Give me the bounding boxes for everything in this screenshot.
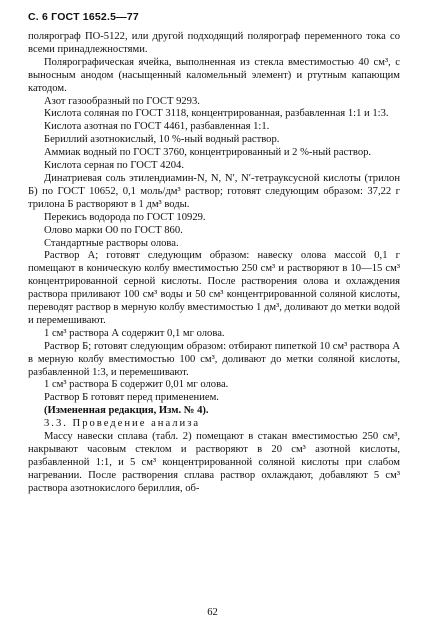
- paragraph: Азот газообразный по ГОСТ 9293.: [44, 95, 200, 107]
- paragraph: Кислота соляная по ГОСТ 3118, концентрированная, разбавленная 1:1 и 1:3.: [44, 108, 389, 120]
- paragraph: 1 см³ раствора А содержит 0,1 мг олова.: [44, 327, 225, 339]
- paragraph: Раствор Б; готовят следующим образом: отбирают пипеткой 10 см³ раствора А в мерную колбу вместимостью 100 см³, доливают до метки соляной кислоты, разбавленной 1:3, и перемешивают.: [28, 340, 400, 378]
- paragraph: Стандартные растворы олова.: [44, 237, 179, 249]
- page-header: С. 6 ГОСТ 1652.5—77: [28, 11, 139, 23]
- paragraph: Раствор Б готовят перед применением.: [44, 392, 219, 404]
- paragraph: Олово марки О0 по ГОСТ 860.: [44, 224, 183, 236]
- amendment-note: (Измененная редакция, Изм. № 4).: [44, 405, 209, 417]
- section-heading: 3.3. Проведение анализа: [44, 418, 201, 430]
- body-text: [28, 31, 400, 496]
- paragraph: Кислота серная по ГОСТ 4204.: [44, 160, 184, 172]
- paragraph: Раствор А; готовят следующим образом: навеску олова массой 0,1 г помещают в коническую колбу вместимостью 250 см³ и растворяют в 10—15 см³ концентрированной серной кислоты. После растворения олова и охлаждения раствора приливают 100 см³ воды и 50 см³ концентрированной соляной кислоты, переводят раствор в мерную колбу вместимостью 1 дм³, доливают до метки водой и перемешивают.: [28, 250, 400, 326]
- paragraph: Кислота азотная по ГОСТ 4461, разбавленная 1:1.: [44, 121, 270, 133]
- page-number: 62: [207, 607, 218, 618]
- paragraph: Полярографическая ячейка, выполненная из стекла вместимостью 40 см³, с выносным анодом (насыщенный каломельный элемент) и ртутным капающим катодом.: [28, 56, 400, 94]
- paragraph: Динатриевая соль этилендиамин-N, N, N′, N′-тетрауксусной кислоты (трилон Б) по ГОСТ 10652, 0,1 моль/дм³ раствор; готовят следующим образом: 37,22 г трилона Б растворяют в 1 дм³ воды.: [28, 172, 400, 210]
- paragraph: полярограф ПО-5122, или другой подходящий полярограф переменного тока со всеми принадлежностями.: [28, 31, 400, 55]
- paragraph: Массу навески сплава (табл. 2) помещают в стакан вместимостью 250 см³, накрывают часовым стеклом и растворяют в 20 см³ азотной кислоты, разбавленной 1:1, и 5 см³ концентрированной соляной кислоты при слабом нагревании. После растворения сплава раствор охлаждают, добавляют 5 см³ раствора азотнокислого бериллия, об-: [28, 431, 400, 494]
- paragraph: Аммиак водный по ГОСТ 3760, концентрированный и 2 %-ный раствор.: [44, 147, 372, 159]
- paragraph: Перекись водорода по ГОСТ 10929.: [44, 211, 206, 223]
- paragraph: Бериллий азотнокислый, 10 %-ный водный раствор.: [44, 134, 280, 146]
- paragraph: 1 см³ раствора Б содержит 0,01 мг олова.: [44, 379, 229, 391]
